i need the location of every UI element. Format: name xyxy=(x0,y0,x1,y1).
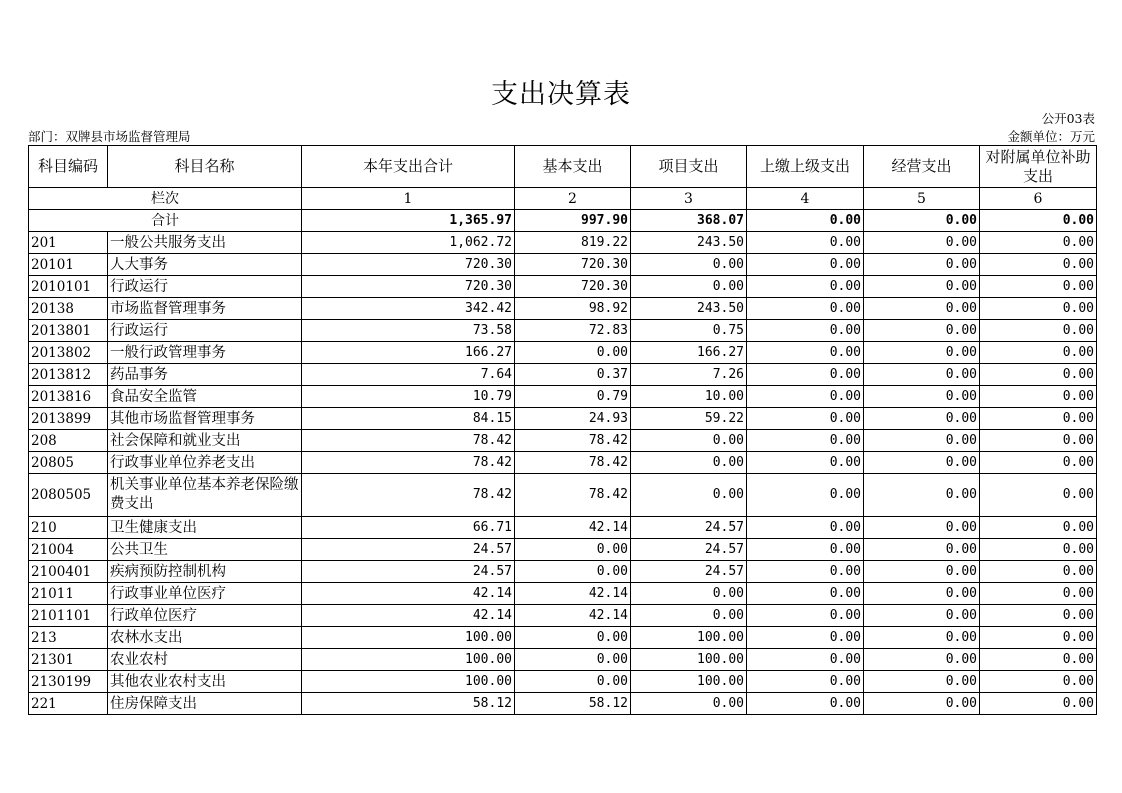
row-value: 0.00 xyxy=(631,452,747,474)
row-value: 42.14 xyxy=(515,517,631,539)
row-value: 0.00 xyxy=(747,474,864,517)
row-value: 0.00 xyxy=(980,517,1097,539)
table-row xyxy=(29,517,1097,539)
header-code: 科目编码 xyxy=(29,146,108,188)
row-value: 0.00 xyxy=(864,539,980,561)
table-row xyxy=(29,430,1097,452)
total-value: 0.00 xyxy=(864,210,980,232)
row-value: 0.00 xyxy=(747,232,864,254)
row-name: 其他市场监督管理事务 xyxy=(108,408,302,430)
total-row xyxy=(29,210,1097,232)
row-value: 0.00 xyxy=(631,605,747,627)
row-value: 7.26 xyxy=(631,364,747,386)
row-value: 0.00 xyxy=(980,232,1097,254)
row-value: 1,062.72 xyxy=(302,232,515,254)
row-value: 78.42 xyxy=(302,452,515,474)
row-value: 24.57 xyxy=(631,539,747,561)
row-name: 卫生健康支出 xyxy=(108,517,302,539)
row-value: 720.30 xyxy=(515,254,631,276)
row-value: 166.27 xyxy=(631,342,747,364)
row-name: 行政单位医疗 xyxy=(108,605,302,627)
row-value: 24.93 xyxy=(515,408,631,430)
row-value: 0.00 xyxy=(747,320,864,342)
row-value: 0.00 xyxy=(864,649,980,671)
row-value: 59.22 xyxy=(631,408,747,430)
row-code: 21011 xyxy=(29,583,108,605)
row-value: 0.00 xyxy=(747,671,864,693)
row-value: 0.00 xyxy=(631,474,747,517)
column-index: 5 xyxy=(864,188,980,210)
row-value: 0.00 xyxy=(980,408,1097,430)
row-value: 0.00 xyxy=(980,693,1097,715)
row-value: 0.00 xyxy=(747,539,864,561)
row-value: 100.00 xyxy=(302,649,515,671)
row-code: 20101 xyxy=(29,254,108,276)
row-value: 0.00 xyxy=(747,386,864,408)
row-value: 0.00 xyxy=(980,671,1097,693)
row-value: 100.00 xyxy=(631,671,747,693)
row-value: 0.00 xyxy=(864,583,980,605)
row-code: 2013802 xyxy=(29,342,108,364)
table-row xyxy=(29,627,1097,649)
row-name: 行政事业单位养老支出 xyxy=(108,452,302,474)
row-value: 0.00 xyxy=(980,254,1097,276)
table-row xyxy=(29,539,1097,561)
row-value: 0.00 xyxy=(747,452,864,474)
row-value: 0.00 xyxy=(864,254,980,276)
header-operating: 经营支出 xyxy=(864,146,980,188)
row-value: 0.00 xyxy=(980,627,1097,649)
row-value: 243.50 xyxy=(631,298,747,320)
row-value: 78.42 xyxy=(515,430,631,452)
row-value: 0.00 xyxy=(515,671,631,693)
table-row xyxy=(29,386,1097,408)
row-code: 21301 xyxy=(29,649,108,671)
row-code: 2100401 xyxy=(29,561,108,583)
row-value: 819.22 xyxy=(515,232,631,254)
row-value: 0.00 xyxy=(864,430,980,452)
row-code: 20138 xyxy=(29,298,108,320)
row-value: 0.00 xyxy=(980,649,1097,671)
row-value: 0.00 xyxy=(980,561,1097,583)
row-value: 0.00 xyxy=(515,627,631,649)
row-value: 58.12 xyxy=(515,693,631,715)
row-value: 0.00 xyxy=(864,561,980,583)
unit-label: 金额单位：万元 xyxy=(1007,129,1095,144)
header-project: 项目支出 xyxy=(631,146,747,188)
row-name: 其他农业农村支出 xyxy=(108,671,302,693)
row-value: 0.00 xyxy=(631,276,747,298)
row-value: 720.30 xyxy=(515,276,631,298)
row-code: 213 xyxy=(29,627,108,649)
row-value: 0.00 xyxy=(747,342,864,364)
row-name: 疾病预防控制机构 xyxy=(108,561,302,583)
form-number: 公开03表 xyxy=(1041,111,1095,126)
row-value: 24.57 xyxy=(302,539,515,561)
total-value: 0.00 xyxy=(747,210,864,232)
row-code: 208 xyxy=(29,430,108,452)
row-value: 0.00 xyxy=(631,430,747,452)
row-code: 2013816 xyxy=(29,386,108,408)
row-value: 100.00 xyxy=(631,649,747,671)
table-row xyxy=(29,452,1097,474)
header-upper: 上缴上级支出 xyxy=(747,146,864,188)
row-value: 42.14 xyxy=(515,605,631,627)
total-value: 997.90 xyxy=(515,210,631,232)
row-value: 0.00 xyxy=(980,364,1097,386)
row-value: 0.00 xyxy=(631,254,747,276)
row-value: 0.00 xyxy=(747,254,864,276)
column-index-row xyxy=(29,188,1097,210)
row-value: 42.14 xyxy=(515,583,631,605)
row-value: 100.00 xyxy=(302,627,515,649)
row-name: 行政运行 xyxy=(108,276,302,298)
row-value: 100.00 xyxy=(631,627,747,649)
row-name: 行政运行 xyxy=(108,320,302,342)
row-value: 66.71 xyxy=(302,517,515,539)
column-index: 4 xyxy=(747,188,864,210)
row-value: 0.00 xyxy=(747,605,864,627)
row-value: 0.00 xyxy=(747,627,864,649)
row-value: 0.00 xyxy=(864,517,980,539)
row-value: 0.00 xyxy=(515,342,631,364)
row-value: 0.00 xyxy=(980,430,1097,452)
row-value: 0.00 xyxy=(980,386,1097,408)
table-row xyxy=(29,408,1097,430)
row-value: 0.00 xyxy=(747,298,864,320)
row-name: 人大事务 xyxy=(108,254,302,276)
table-row xyxy=(29,605,1097,627)
total-value: 368.07 xyxy=(631,210,747,232)
row-value: 78.42 xyxy=(515,474,631,517)
row-value: 78.42 xyxy=(515,452,631,474)
table-row xyxy=(29,693,1097,715)
row-name: 药品事务 xyxy=(108,364,302,386)
row-value: 84.15 xyxy=(302,408,515,430)
column-index: 1 xyxy=(302,188,515,210)
row-value: 0.00 xyxy=(747,583,864,605)
table-row xyxy=(29,232,1097,254)
row-value: 0.00 xyxy=(864,671,980,693)
row-value: 0.00 xyxy=(980,298,1097,320)
total-value: 1,365.97 xyxy=(302,210,515,232)
department-label: 部门：双牌县市场监督管理局 xyxy=(28,129,191,144)
row-value: 0.00 xyxy=(631,693,747,715)
column-index: 3 xyxy=(631,188,747,210)
row-value: 0.00 xyxy=(864,386,980,408)
row-value: 24.57 xyxy=(631,561,747,583)
row-value: 0.00 xyxy=(980,605,1097,627)
row-name: 住房保障支出 xyxy=(108,693,302,715)
header-basic: 基本支出 xyxy=(515,146,631,188)
row-name: 一般公共服务支出 xyxy=(108,232,302,254)
table-body xyxy=(29,232,1097,715)
row-value: 58.12 xyxy=(302,693,515,715)
table-row xyxy=(29,276,1097,298)
row-value: 0.00 xyxy=(980,539,1097,561)
row-value: 24.57 xyxy=(631,517,747,539)
row-value: 0.00 xyxy=(747,561,864,583)
row-value: 10.00 xyxy=(631,386,747,408)
row-name: 市场监督管理事务 xyxy=(108,298,302,320)
row-value: 0.00 xyxy=(515,539,631,561)
total-value: 0.00 xyxy=(980,210,1097,232)
row-value: 0.00 xyxy=(864,452,980,474)
row-value: 0.00 xyxy=(980,276,1097,298)
table-row xyxy=(29,671,1097,693)
row-code: 2013812 xyxy=(29,364,108,386)
row-value: 0.00 xyxy=(864,320,980,342)
expenditure-table xyxy=(28,145,1097,715)
row-value: 0.00 xyxy=(631,583,747,605)
row-value: 0.00 xyxy=(864,474,980,517)
table-row xyxy=(29,583,1097,605)
row-code: 2101101 xyxy=(29,605,108,627)
row-value: 42.14 xyxy=(302,583,515,605)
column-index-label: 栏次 xyxy=(29,188,302,210)
row-code: 221 xyxy=(29,693,108,715)
row-value: 0.00 xyxy=(747,276,864,298)
row-name: 一般行政管理事务 xyxy=(108,342,302,364)
row-value: 0.00 xyxy=(864,693,980,715)
row-value: 0.00 xyxy=(980,342,1097,364)
row-value: 720.30 xyxy=(302,254,515,276)
row-value: 0.00 xyxy=(747,430,864,452)
row-value: 10.79 xyxy=(302,386,515,408)
row-code: 2013899 xyxy=(29,408,108,430)
row-value: 0.00 xyxy=(747,693,864,715)
header-total: 本年支出合计 xyxy=(302,146,515,188)
row-value: 0.00 xyxy=(515,649,631,671)
row-value: 0.00 xyxy=(515,561,631,583)
table-row xyxy=(29,649,1097,671)
table-row xyxy=(29,298,1097,320)
row-value: 0.00 xyxy=(864,364,980,386)
row-value: 0.00 xyxy=(980,452,1097,474)
row-value: 0.75 xyxy=(631,320,747,342)
row-code: 201 xyxy=(29,232,108,254)
row-code: 21004 xyxy=(29,539,108,561)
row-value: 0.00 xyxy=(747,517,864,539)
row-name: 农林水支出 xyxy=(108,627,302,649)
row-code: 2130199 xyxy=(29,671,108,693)
row-value: 342.42 xyxy=(302,298,515,320)
row-name: 公共卫生 xyxy=(108,539,302,561)
row-value: 0.00 xyxy=(864,298,980,320)
row-value: 166.27 xyxy=(302,342,515,364)
table-row xyxy=(29,320,1097,342)
row-name: 社会保障和就业支出 xyxy=(108,430,302,452)
row-value: 0.37 xyxy=(515,364,631,386)
column-index: 2 xyxy=(515,188,631,210)
row-value: 100.00 xyxy=(302,671,515,693)
table-row xyxy=(29,474,1097,517)
row-code: 20805 xyxy=(29,452,108,474)
table-row xyxy=(29,254,1097,276)
row-value: 0.00 xyxy=(980,583,1097,605)
report-title: 支出决算表 xyxy=(491,79,631,110)
row-name: 农业农村 xyxy=(108,649,302,671)
row-code: 210 xyxy=(29,517,108,539)
row-value: 0.00 xyxy=(747,649,864,671)
row-value: 72.83 xyxy=(515,320,631,342)
row-value: 720.30 xyxy=(302,276,515,298)
row-value: 42.14 xyxy=(302,605,515,627)
table-row xyxy=(29,561,1097,583)
row-value: 0.00 xyxy=(864,342,980,364)
row-value: 0.00 xyxy=(864,276,980,298)
row-value: 243.50 xyxy=(631,232,747,254)
row-code: 2013801 xyxy=(29,320,108,342)
header-row xyxy=(29,146,1097,188)
row-value: 78.42 xyxy=(302,430,515,452)
header-subsidy: 对附属单位补助支出 xyxy=(980,146,1097,188)
header-name: 科目名称 xyxy=(108,146,302,188)
row-value: 0.00 xyxy=(980,474,1097,517)
row-value: 0.00 xyxy=(747,408,864,430)
row-code: 2080505 xyxy=(29,474,108,517)
total-label: 合计 xyxy=(29,210,302,232)
row-code: 2010101 xyxy=(29,276,108,298)
row-value: 0.00 xyxy=(747,364,864,386)
row-value: 0.00 xyxy=(864,605,980,627)
table-row xyxy=(29,364,1097,386)
row-name: 机关事业单位基本养老保险缴费支出 xyxy=(108,474,302,517)
row-value: 0.00 xyxy=(864,232,980,254)
row-value: 73.58 xyxy=(302,320,515,342)
row-value: 24.57 xyxy=(302,561,515,583)
row-value: 0.79 xyxy=(515,386,631,408)
row-value: 0.00 xyxy=(980,320,1097,342)
row-value: 98.92 xyxy=(515,298,631,320)
table-row xyxy=(29,342,1097,364)
column-index: 6 xyxy=(980,188,1097,210)
row-value: 0.00 xyxy=(864,408,980,430)
row-name: 行政事业单位医疗 xyxy=(108,583,302,605)
row-value: 7.64 xyxy=(302,364,515,386)
row-value: 0.00 xyxy=(864,627,980,649)
row-name: 食品安全监管 xyxy=(108,386,302,408)
row-value: 78.42 xyxy=(302,474,515,517)
